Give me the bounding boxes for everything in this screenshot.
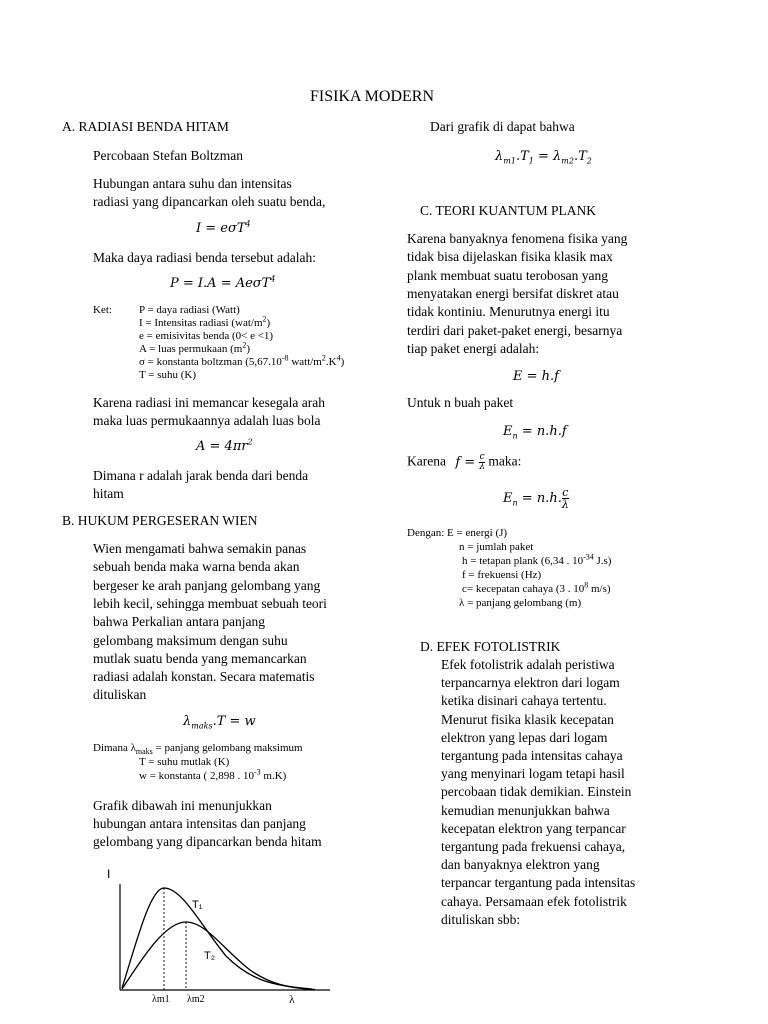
radiation-power-formula: P = I.A = AeσT$^4$	[170, 274, 276, 291]
section-d-line: cahaya. Persamaan efek fotolistrik	[441, 893, 627, 909]
section-c-line: tidak kontiniu. Menurutnya energi itu	[407, 304, 610, 320]
dengan-item: c= kecepatan cahaya (3 . $10^8$ m/s)	[462, 580, 611, 595]
section-b-line: dituliskan	[93, 687, 147, 703]
section-d-line: terpancar tergantung pada intensitas	[441, 875, 636, 891]
section-c-line: Karena banyaknya fenomena fisika yang	[407, 231, 628, 246]
section-d-line: elektron yang lepas dari logam	[441, 729, 608, 745]
section-d-line: dituliskan sbb:	[441, 911, 521, 927]
section-a-para1-line1: Hubungan antara suhu dan intensitas	[93, 176, 292, 191]
section-a-para4-line1: Dimana r adalah jarak benda dari benda	[93, 468, 309, 483]
section-b-para2-line3: gelombang yang dipancarkan benda hitam	[93, 834, 322, 849]
section-b-line: lebih kecil, sehingga membuat sebuah teori	[93, 595, 327, 611]
karena-line: Karena f = $\frac{c}{\lambda}$ maka:	[407, 452, 522, 472]
section-a-para4-line2: hitam	[93, 486, 124, 501]
wien-def: w = konstanta ( 2,898 . $10^{-3}$ m.K)	[139, 767, 287, 782]
ket-item: A = luas permukaan $(m^2)$	[139, 340, 251, 355]
ket-item: T = suhu (K)	[139, 369, 197, 381]
dengan-item: Dengan: E = energi (J)	[407, 527, 508, 539]
dengan-item: h = tetapan plank (6,34 . $10^{-34}$ J.s)	[462, 552, 612, 567]
graph-conclusion: Dari grafik di dapat bahwa	[430, 119, 575, 134]
section-a-para1-line2: radiasi yang dipancarkan oleh suatu benda,	[93, 194, 326, 209]
section-b-heading: B. HUKUM PERGESERAN WIEN	[62, 513, 258, 528]
curve-t2-label: T₂	[204, 950, 215, 962]
section-b-line: bahwa Perkalian antara panjang	[93, 614, 266, 630]
section-d-line: Efek fotolistrik adalah peristiwa	[441, 657, 615, 672]
section-d-line: dan banyaknya elektron yang	[441, 857, 600, 873]
section-a-para3-line1: Karena radiasi ini memancar kesegala arah	[93, 395, 325, 410]
section-d-line: percobaan tidak demikian. Einstein	[441, 784, 632, 800]
section-b-line: gelombang maksimum dengan suhu	[93, 632, 288, 648]
section-a-subtitle: Percobaan Stefan Boltzman	[93, 148, 243, 163]
section-d-line: yang menyinari logam tetapi hasil	[441, 766, 625, 782]
ket-item: σ = konstanta boltzman ($5,67.10^{-8}$ watt/$m^2.K^4$)	[139, 353, 345, 368]
section-d-line: ketika disinari cahaya tertentu.	[441, 693, 607, 709]
section-a-para2: Maka daya radiasi benda tersebut adalah:	[93, 250, 317, 265]
page-title: FISIKA MODERN	[310, 88, 435, 105]
section-d-line: kecepatan elektron yang terpancar	[441, 820, 626, 836]
section-c-heading: C. TEORI KUANTUM PLANK	[420, 203, 597, 218]
wien-def: T = suhu mutlak (K)	[139, 756, 230, 768]
stefan-boltzmann-formula: I = eσT$^4$	[196, 219, 251, 236]
dengan-item: n = jumlah paket	[459, 541, 534, 553]
wien-ratio-formula: $\lambda_{m1}.T_1 = \lambda_{m2}.T_2$	[495, 149, 592, 166]
section-d-heading: D. EFEK FOTOLISTRIK	[420, 639, 561, 654]
sphere-area-formula: $A = 4\pi r^2$	[196, 437, 253, 454]
wien-formula: $\lambda_{maks}.T = w$	[183, 714, 256, 731]
section-a-para3-line2: maka luas permukaannya adalah luas bola	[93, 413, 321, 428]
section-c-line: terdiri dari paket-paket energi, besarnya	[407, 322, 623, 338]
section-c-line: tiap paket energi adalah:	[407, 340, 540, 356]
section-b-line: radiasi adalah konstan. Secara matematis	[93, 669, 315, 685]
section-c-para2: Untuk n buah paket	[407, 395, 514, 410]
wien-def: Dimana $\lambda_{maks}$ = panjang gelombang maksimum	[93, 742, 303, 757]
section-d-line: tergantung pada intensitas cahaya	[441, 748, 623, 763]
section-d-line: Menurut fisika klasik kecepatan	[441, 711, 614, 727]
section-b-line: mutlak suatu benda yang memancarkan	[93, 650, 307, 666]
graph-ylabel: I	[107, 867, 111, 881]
section-d-line: terpancarnya elektron dari logam	[441, 675, 620, 691]
ket-item: I = Intensitas radiasi $(wat/m^2)$	[139, 314, 271, 329]
section-b-line: bergeser ke arah panjang gelombang yang	[93, 577, 321, 593]
ket-label: Ket:	[93, 304, 112, 316]
lambda-m1-label: λm1	[152, 994, 170, 1005]
blackbody-graph	[100, 862, 340, 1024]
section-c-line: tidak bisa dijelaskan fisika klasik max	[407, 249, 613, 265]
section-c-line: menyatakan energi bersifat diskret atau	[407, 285, 619, 301]
dengan-item: λ = panjang gelombang (m)	[459, 597, 582, 609]
section-b-para2-line2: hubungan antara intensitas dan panjang	[93, 816, 306, 831]
n-packet-frequency-formula: $E_n = n.h$. $\frac{c}{\lambda}$	[503, 486, 569, 511]
curve-t1	[122, 888, 312, 989]
section-b-line: Wien mengamati bahwa semakin panas	[93, 541, 307, 556]
section-b-para2-line1: Grafik dibawah ini menunjukkan	[93, 798, 272, 813]
curve-t1-label: T₁	[192, 899, 203, 911]
lambda-m2-label: λm2	[187, 994, 205, 1005]
ket-item: P = daya radiasi (Watt)	[139, 304, 240, 316]
section-c-line: plank membuat suatu terobosan yang	[407, 267, 608, 283]
section-b-line: sebuah benda maka warna benda akan	[93, 559, 300, 575]
ket-item: e = emisivitas benda (0< e <1)	[139, 330, 274, 342]
graph-xlabel: λ	[289, 992, 295, 1006]
photon-energy-formula: E = h.f	[513, 369, 559, 384]
dengan-item: f = frekuensi (Hz)	[462, 569, 542, 581]
section-d-line: tergantung pada frekuensi cahaya,	[441, 839, 626, 854]
section-a-heading: A. RADIASI BENDA HITAM	[62, 119, 229, 134]
curve-t2	[122, 922, 315, 990]
n-packet-formula: $E_n = n.h.f$	[503, 424, 567, 441]
section-d-line: kemudian menunjukkan bahwa	[441, 802, 610, 818]
